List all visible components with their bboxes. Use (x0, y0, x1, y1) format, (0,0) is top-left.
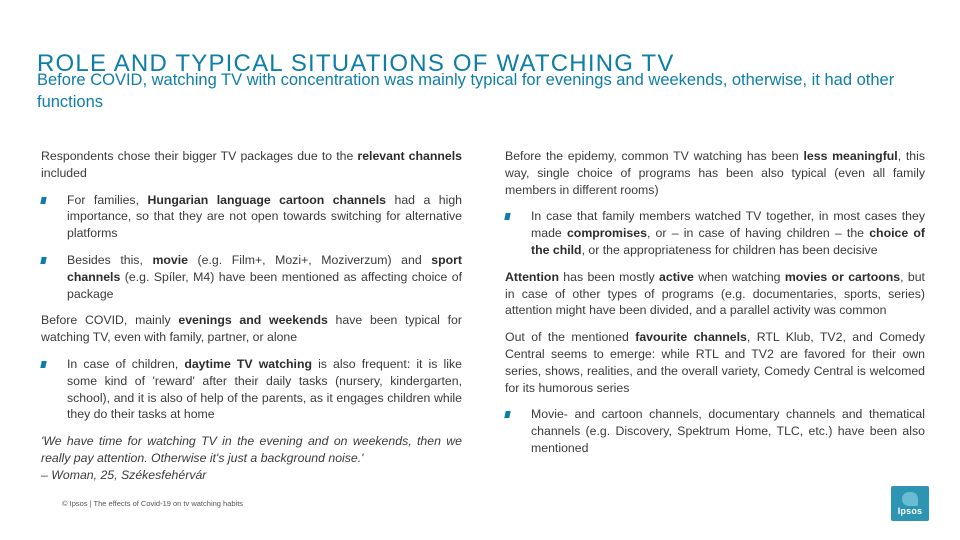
left-paragraph-1: Respondents chose their bigger TV packages due to the relevant channels included (41, 149, 462, 180)
slide-title: ROLE AND TYPICAL SITUATIONS OF WATCHING TV (37, 50, 675, 78)
footer-text: © Ipsos | The effects of Covid-19 on tv watching habits (62, 499, 244, 508)
left-bullet-2: Besides this, movie (e.g. Film+, Mozi+, Moziverzum) and sport channels (e.g. Spíler, M4) have been mentioned as affecting choice of package (41, 252, 462, 302)
slide-subtitle: Before COVID, watching TV with concentration was mainly typical for evenings and weekends, otherwise, it had other functions (37, 71, 895, 111)
right-paragraph-3: Out of the mentioned favourite channels, RTL Klub, TV2, and Comedy Central seems to emerge: while RTL and TV2 are favored for their own series, shows, realities, and the overall variety, Comedy Central is welcomed for its humorous series (505, 330, 926, 395)
ipsos-logo-icon (902, 492, 918, 506)
right-column (505, 148, 925, 457)
right-bullet-2: Movie- and cartoon channels, documentary channels and thematical channels (e.g. Discovery, Spektrum Home, TLC, etc.) have been also mentioned (505, 406, 925, 456)
ipsos-logo (891, 486, 929, 521)
left-bullet-1: For families, Hungarian language cartoon channels had a high importance, so that they are not open towards switching for alternative platforms (41, 192, 462, 242)
right-paragraph-2: Attention has been mostly active when watching movies or cartoons, but in case of other types of programs (e.g. documentaries, sports, series) attention might have been divided, and a parallel activity was common (505, 269, 925, 318)
left-paragraph-2: Before COVID, mainly evenings and weekends have been typical for watching TV, even with family, partner, or alone (41, 313, 462, 345)
right-paragraph-1: Before the epidemy, common TV watching has been less meaningful, this way, single choice of programs has been also typical (even all family members in different rooms) (505, 149, 925, 197)
left-bullet-3: In case of children, daytime TV watching is also frequent: it is like some kind of 'reward' after their daily tasks (nursery, kindergarten, school), and it is also of help of the parents, as it engages children while they do their tasks at home (41, 356, 462, 423)
ipsos-logo-text: Ipsos (897, 506, 923, 516)
quote: 'We have time for watching TV in the evening and on weekends, then we really pay attention. Otherwise it's just a background noise.' – Woman, 25, Székesfehérvár (41, 434, 462, 482)
right-bullet-1: In case that family members watched TV together, in most cases they made compromises, or – in case of having children – the choice of the child, or the appropriateness for children has been decisive (505, 208, 925, 258)
quote-author: – Woman, 25, Székesfehérvár (41, 467, 207, 482)
left-column (41, 148, 462, 484)
